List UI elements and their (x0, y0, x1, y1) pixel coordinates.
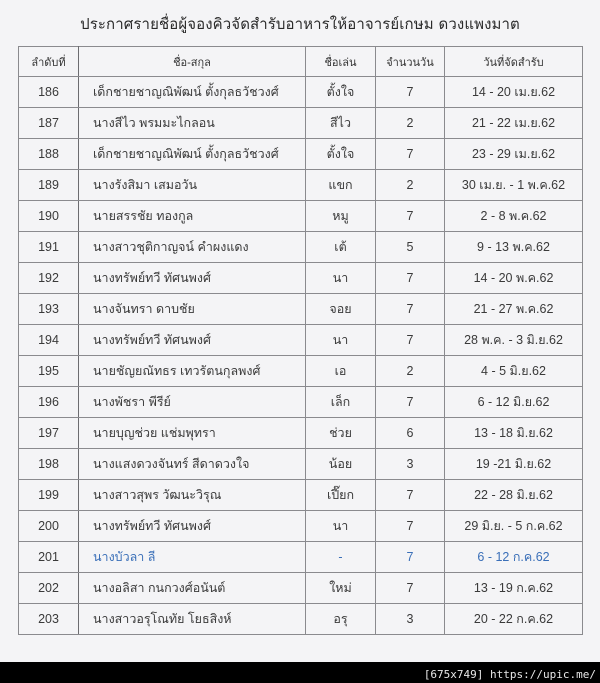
row-full-name: นางทรัพย์ทวี ทัศนพงศ์ (79, 511, 306, 542)
row-nickname: อรุ (306, 604, 376, 635)
row-day-count: 7 (376, 77, 445, 108)
header-number: ลำดับที่ (19, 47, 79, 77)
row-nickname: แขก (306, 170, 376, 201)
row-number: 200 (19, 511, 79, 542)
row-number: 196 (19, 387, 79, 418)
row-full-name: นางสาวชุติกาญจน์ คำผงแดง (79, 232, 306, 263)
row-number: 203 (19, 604, 79, 635)
row-nickname: จอย (306, 294, 376, 325)
table-row (19, 325, 583, 356)
row-serving-dates: 21 - 22 เม.ย.62 (445, 108, 583, 139)
row-nickname: เปี๊ยก (306, 480, 376, 511)
table-row (19, 77, 583, 108)
table-row (19, 232, 583, 263)
row-number: 198 (19, 449, 79, 480)
row-number: 201 (19, 542, 79, 573)
row-day-count: 6 (376, 418, 445, 449)
table-row (19, 108, 583, 139)
row-nickname: ตั้งใจ (306, 77, 376, 108)
row-number: 202 (19, 573, 79, 604)
table-row (19, 418, 583, 449)
row-full-name: นางสาวอรุโณทัย โยธสิงห์ (79, 604, 306, 635)
row-serving-dates: 22 - 28 มิ.ย.62 (445, 480, 583, 511)
row-full-name: นายบุญช่วย แช่มพุทรา (79, 418, 306, 449)
table-row (19, 139, 583, 170)
watermark: [675x749] https://upic.me/ (423, 668, 596, 681)
row-full-name: นางอลิสา กนกวงศ์อนันต์ (79, 573, 306, 604)
row-nickname: ตั้งใจ (306, 139, 376, 170)
row-day-count: 2 (376, 108, 445, 139)
row-full-name: เด็กชายชาญณิพัฒน์ ตั้งกุลธวัชวงศ์ (79, 139, 306, 170)
row-serving-dates: 13 - 19 ก.ค.62 (445, 573, 583, 604)
table-row (19, 511, 583, 542)
row-number: 187 (19, 108, 79, 139)
row-full-name: นางทรัพย์ทวี ทัศนพงศ์ (79, 325, 306, 356)
row-day-count: 3 (376, 604, 445, 635)
table-row (19, 387, 583, 418)
row-number: 192 (19, 263, 79, 294)
row-day-count: 7 (376, 325, 445, 356)
header-day-count: จำนวนวัน (376, 47, 445, 77)
row-number: 191 (19, 232, 79, 263)
row-day-count: 7 (376, 294, 445, 325)
row-serving-dates: 14 - 20 พ.ค.62 (445, 263, 583, 294)
row-day-count: 7 (376, 573, 445, 604)
table-row (19, 201, 583, 232)
row-number: 194 (19, 325, 79, 356)
header-full-name: ชื่อ-สกุล (79, 47, 306, 77)
table-row (19, 449, 583, 480)
row-day-count: 7 (376, 201, 445, 232)
row-serving-dates: 9 - 13 พ.ค.62 (445, 232, 583, 263)
row-serving-dates: 2 - 8 พ.ค.62 (445, 201, 583, 232)
table-row (19, 573, 583, 604)
row-number: 193 (19, 294, 79, 325)
table-row (19, 170, 583, 201)
row-number: 186 (19, 77, 79, 108)
row-number: 189 (19, 170, 79, 201)
table-header-row (19, 47, 583, 77)
row-full-name: นางสีไว พรมมะไกลอน (79, 108, 306, 139)
row-nickname: หมู (306, 201, 376, 232)
row-serving-dates: 6 - 12 ก.ค.62 (445, 542, 583, 573)
table-row (19, 356, 583, 387)
row-serving-dates: 28 พ.ค. - 3 มิ.ย.62 (445, 325, 583, 356)
row-nickname: นา (306, 511, 376, 542)
row-full-name: นางพัชรา พีรีย์ (79, 387, 306, 418)
table-row (19, 542, 583, 573)
row-day-count: 3 (376, 449, 445, 480)
row-day-count: 2 (376, 356, 445, 387)
row-serving-dates: 13 - 18 มิ.ย.62 (445, 418, 583, 449)
row-full-name: นายชัญยณัทธร เทวรัตนกุลพงศ์ (79, 356, 306, 387)
row-nickname: สีไว (306, 108, 376, 139)
row-day-count: 2 (376, 170, 445, 201)
row-serving-dates: 19 -21 มิ.ย.62 (445, 449, 583, 480)
row-full-name: นางรังสิมา เสมอวัน (79, 170, 306, 201)
row-serving-dates: 29 มิ.ย. - 5 ก.ค.62 (445, 511, 583, 542)
row-nickname: นา (306, 263, 376, 294)
header-serving-dates: วันที่จัดสำรับ (445, 47, 583, 77)
row-nickname: ใหม่ (306, 573, 376, 604)
table-row (19, 263, 583, 294)
row-serving-dates: 20 - 22 ก.ค.62 (445, 604, 583, 635)
document-title: ประกาศรายชื่อผู้จองคิวจัดสำรับอาหารให้อาจารย์เกษม ดวงแพงมาต (80, 15, 520, 33)
row-day-count: 7 (376, 139, 445, 170)
row-day-count: 7 (376, 542, 445, 573)
table-row (19, 480, 583, 511)
row-serving-dates: 23 - 29 เม.ย.62 (445, 139, 583, 170)
row-full-name: นางทรัพย์ทวี ทัศนพงศ์ (79, 263, 306, 294)
row-day-count: 7 (376, 263, 445, 294)
row-nickname: - (306, 542, 376, 573)
row-nickname: เล็ก (306, 387, 376, 418)
row-number: 195 (19, 356, 79, 387)
row-full-name: นางแสงดวงจันทร์ สีดาดวงใจ (79, 449, 306, 480)
row-serving-dates: 4 - 5 มิ.ย.62 (445, 356, 583, 387)
table-body (19, 77, 583, 635)
row-nickname: เต้ (306, 232, 376, 263)
row-day-count: 5 (376, 232, 445, 263)
row-full-name: นางบัวลา ลี (79, 542, 306, 573)
row-full-name: นางจันทรา ดาบชัย (79, 294, 306, 325)
row-nickname: นา (306, 325, 376, 356)
row-number: 199 (19, 480, 79, 511)
row-serving-dates: 30 เม.ย. - 1 พ.ค.62 (445, 170, 583, 201)
row-nickname: ช่วย (306, 418, 376, 449)
row-nickname: เอ (306, 356, 376, 387)
booking-table (18, 46, 583, 635)
row-day-count: 7 (376, 387, 445, 418)
row-full-name: เด็กชายชาญณิพัฒน์ ตั้งกุลธวัชวงศ์ (79, 77, 306, 108)
row-number: 197 (19, 418, 79, 449)
row-day-count: 7 (376, 480, 445, 511)
row-number: 188 (19, 139, 79, 170)
row-serving-dates: 6 - 12 มิ.ย.62 (445, 387, 583, 418)
table-row (19, 604, 583, 635)
row-full-name: นางสาวสุพร วัฒนะวิรุณ (79, 480, 306, 511)
row-day-count: 7 (376, 511, 445, 542)
row-full-name: นายสรรชัย ทองกูล (79, 201, 306, 232)
row-number: 190 (19, 201, 79, 232)
table-row (19, 294, 583, 325)
row-serving-dates: 14 - 20 เม.ย.62 (445, 77, 583, 108)
row-serving-dates: 21 - 27 พ.ค.62 (445, 294, 583, 325)
row-nickname: น้อย (306, 449, 376, 480)
header-nickname: ชื่อเล่น (306, 47, 376, 77)
